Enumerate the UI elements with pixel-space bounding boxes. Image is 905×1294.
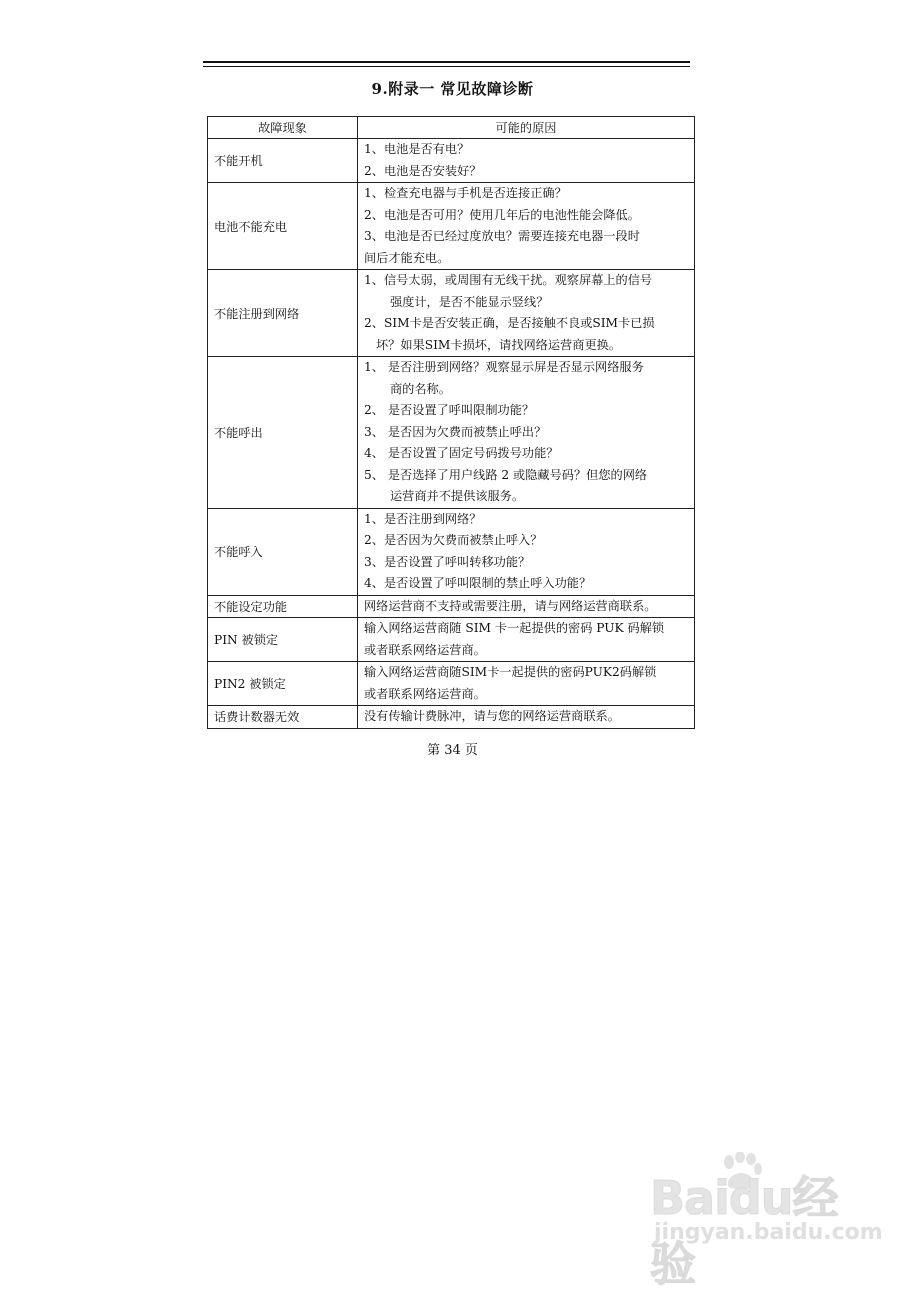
fault-diagnosis-table [207, 116, 695, 729]
symptom-cell: PIN2 被锁定 [208, 662, 358, 706]
causes-cell [358, 183, 695, 270]
causes-cell [358, 139, 695, 183]
cause-line: 1、信号太弱，或周围有无线干扰。观察屏幕上的信号 [364, 273, 653, 287]
table-row [208, 706, 695, 729]
cause-line: 3、是否设置了呼叫转移功能？ [364, 554, 531, 569]
page-number: 第 34 页 [427, 743, 478, 758]
cause-line: 4、是否设置了呼叫限制的禁止呼入功能？ [364, 576, 592, 590]
cause-line: 或者联系网络运营商。 [364, 642, 486, 657]
cause-line: 商的名称。 [390, 381, 451, 396]
causes-cell [358, 508, 695, 595]
cause-line: 5、 是否选择了用户线路 2 或隐藏号码？但您的网络 [364, 467, 648, 482]
cause-line: 输入网络运营商随 SIM 卡一起提供的密码 PUK 码解锁 [364, 621, 665, 635]
table-row [208, 508, 695, 595]
cause-line: 坏？如果SIM卡损坏，请找网络运营商更换。 [376, 337, 622, 352]
baidu-jingyan-watermark [640, 1150, 883, 1291]
header-symptom: 故障现象 [208, 117, 358, 139]
causes-cell [358, 595, 695, 618]
watermark-brand: Baidu经验 [650, 1171, 838, 1291]
cause-line: 1、是否注册到网络？ [364, 511, 482, 526]
causes-cell [358, 270, 695, 357]
cause-line: 1、检查充电器与手机是否连接正确？ [364, 186, 567, 200]
header-rule-thick [203, 61, 690, 63]
causes-cell [358, 662, 695, 706]
cause-line: 网络运营商不支持或需要注册，请与网络运营商联系。 [364, 598, 657, 613]
causes-cell [358, 706, 695, 729]
cause-line: 4、 是否设置了固定号码拨号功能？ [364, 446, 559, 460]
table-row [208, 595, 695, 618]
cause-line: 2、电池是否可用？使用几年后的电池性能会降低。 [364, 207, 640, 222]
table-row [208, 139, 695, 183]
symptom-cell: 电池不能充电 [208, 183, 358, 270]
watermark-url: jingyan.baidu.com [654, 1220, 883, 1245]
cause-line: 或者联系网络运营商。 [364, 686, 486, 701]
cause-line: 3、 是否因为欠费而被禁止呼出？ [364, 424, 547, 439]
cause-line: 强度计，是否不能显示竖线？ [390, 294, 549, 309]
symptom-cell: 不能呼出 [208, 357, 358, 509]
page-title: 9.附录一 常见故障诊断 [371, 80, 534, 98]
cause-line: 2、电池是否安装好？ [364, 163, 482, 178]
causes-cell [358, 618, 695, 662]
causes-cell [358, 357, 695, 509]
header-causes: 可能的原因 [358, 117, 695, 139]
cause-line: 2、 是否设置了呼叫限制功能？ [364, 403, 535, 417]
symptom-cell: 话费计数器无效 [208, 706, 358, 729]
header-rule-thin [203, 66, 690, 67]
symptom-cell: 不能设定功能 [208, 595, 358, 618]
symptom-cell: 不能开机 [208, 139, 358, 183]
symptom-cell: 不能呼入 [208, 508, 358, 595]
symptom-cell: PIN 被锁定 [208, 618, 358, 662]
table-row [208, 618, 695, 662]
cause-line: 输入网络运营商随SIM卡一起提供的密码PUK2码解锁 [364, 665, 657, 679]
table-row [208, 183, 695, 270]
table-header-row [208, 117, 695, 139]
table-row [208, 270, 695, 357]
cause-line: 没有传输计费脉冲，请与您的网络运营商联系。 [364, 709, 620, 723]
cause-line: 1、电池是否有电？ [364, 142, 470, 156]
table-row [208, 357, 695, 509]
cause-line: 3、电池是否已经过度放电？需要连接充电器一段时 [364, 229, 640, 243]
cause-line: 间后才能充电。 [364, 250, 450, 265]
symptom-cell: 不能注册到网络 [208, 270, 358, 357]
cause-line: 2、SIM卡是否安装正确，是否接触不良或SIM卡已损 [364, 316, 655, 330]
table-row [208, 662, 695, 706]
cause-line: 运营商并不提供该服务。 [390, 489, 525, 503]
cause-line: 2、是否因为欠费而被禁止呼入？ [364, 533, 543, 547]
cause-line: 1、 是否注册到网络？观察显示屏是否显示网络服务 [364, 360, 644, 374]
